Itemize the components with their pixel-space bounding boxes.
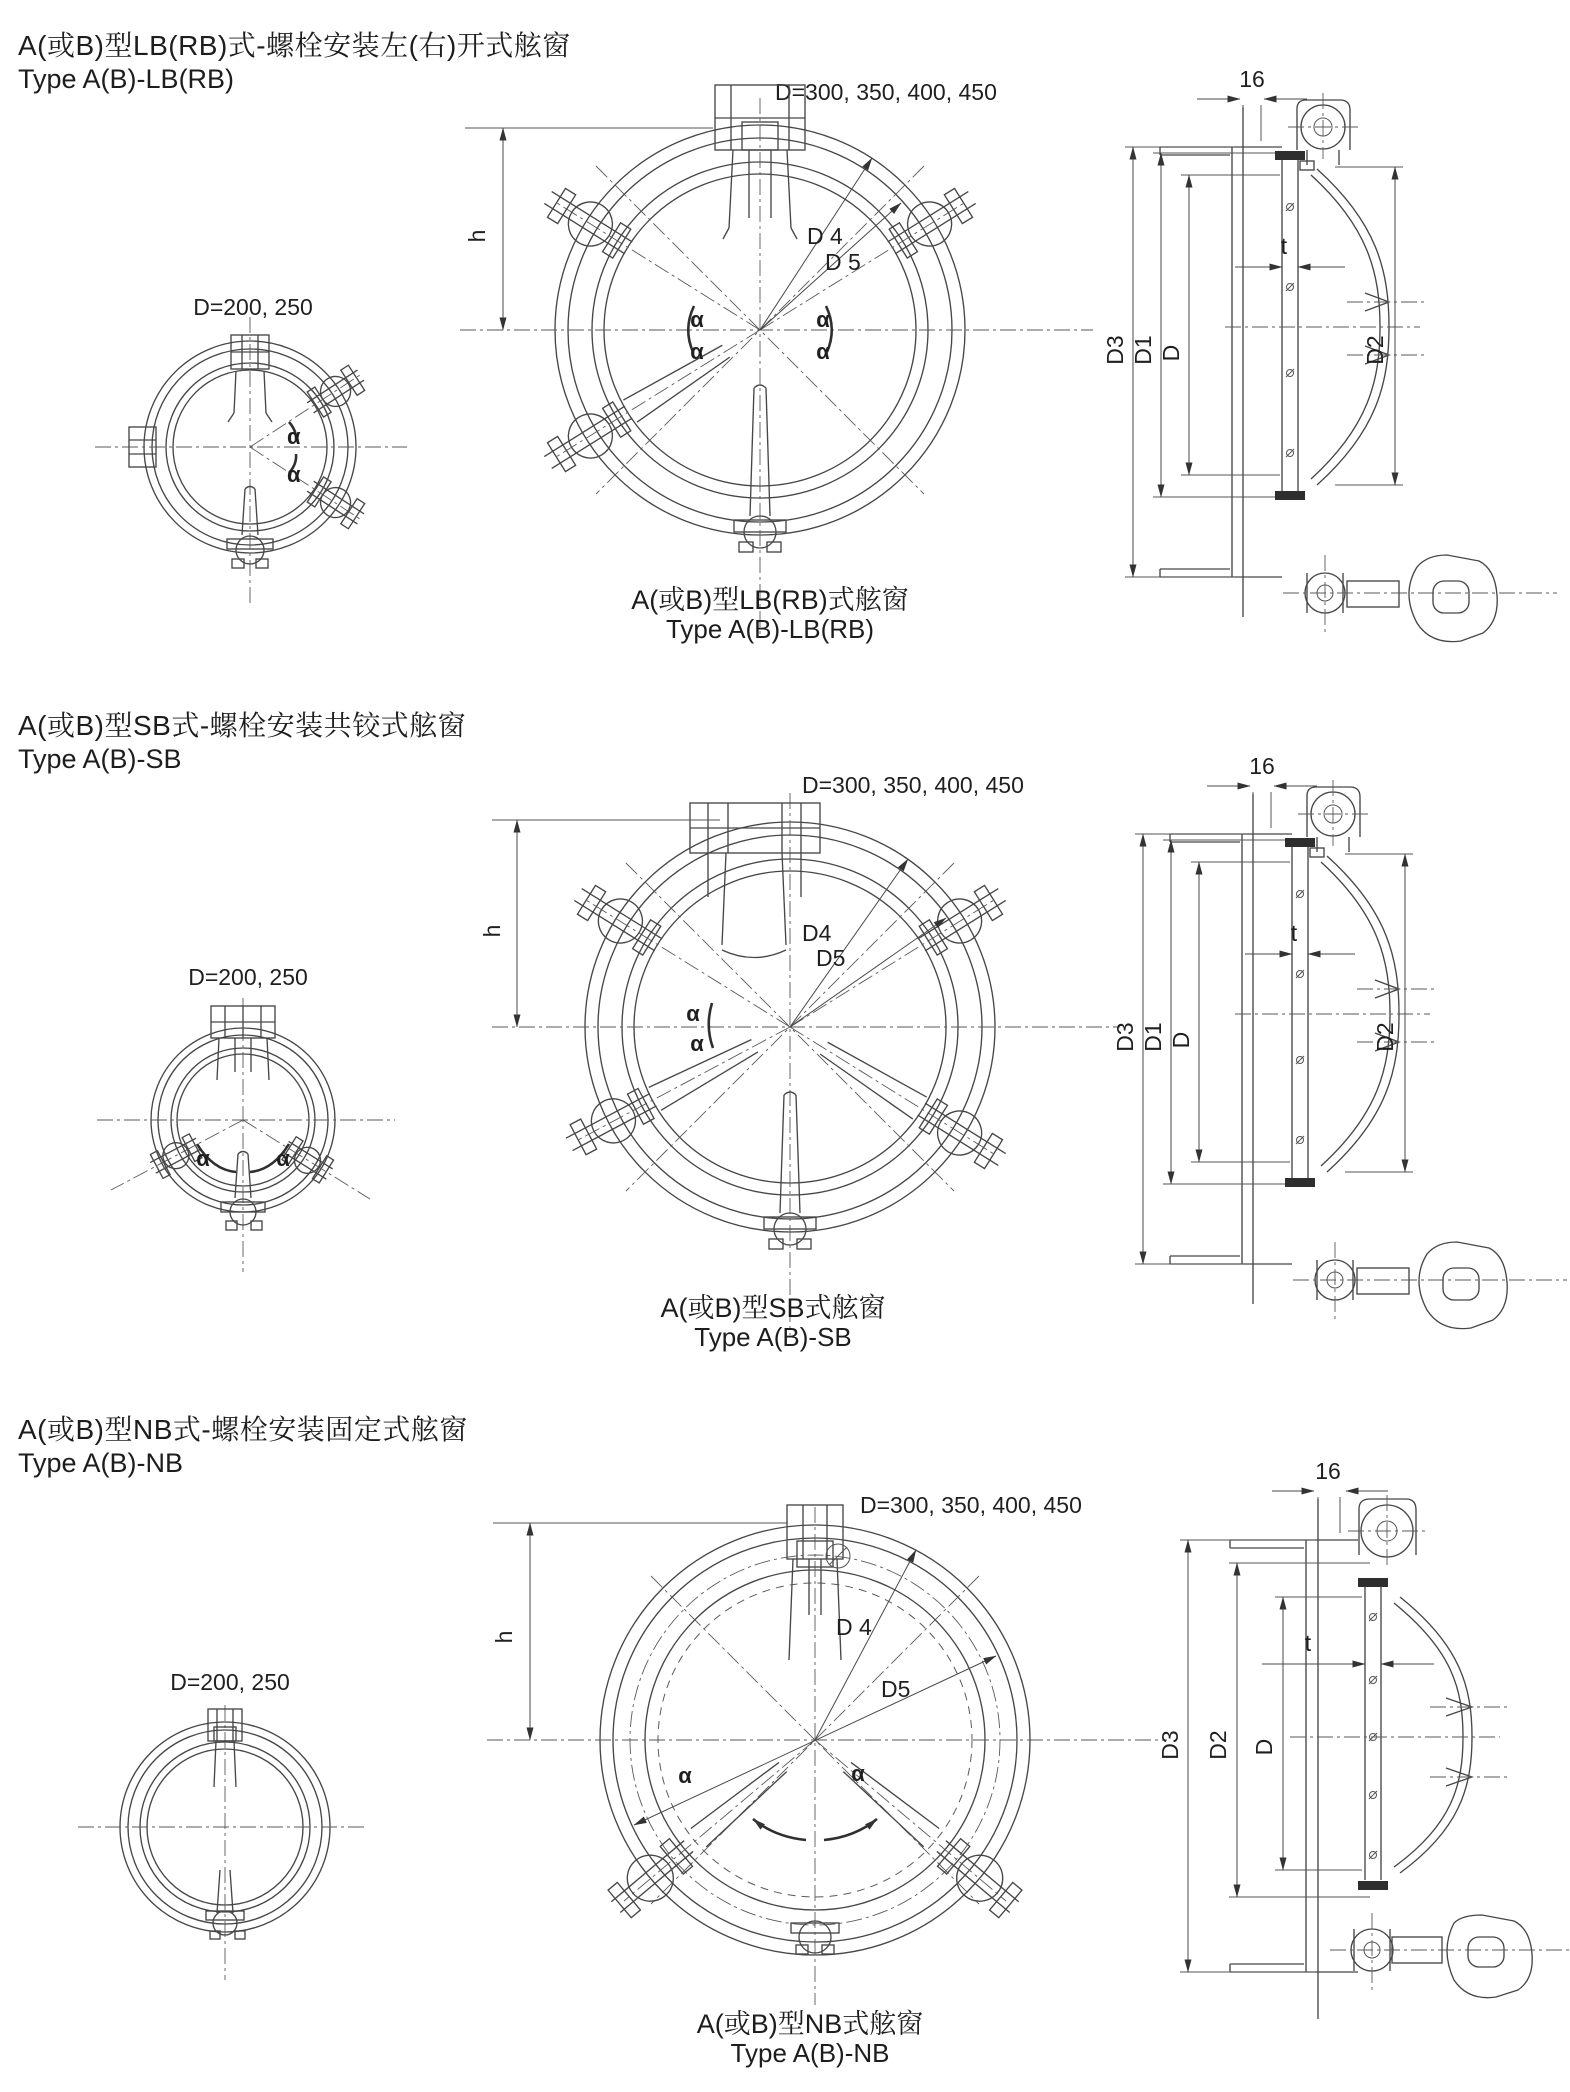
section-sb-title-zh: A(或B)型SB式-螺栓安装共铰式舷窗 [18, 710, 467, 741]
sb-t-label: t [1290, 920, 1298, 946]
nb-side-drawing [1180, 1491, 1570, 2019]
nb-small-drawing [78, 1705, 365, 1980]
sb-small-alpha-right: α [276, 1146, 290, 1171]
lbrb-t-label: t [1280, 233, 1288, 259]
lbrb-caption-en: Type A(B)-LB(RB) [665, 614, 875, 644]
section-lbrb-title-zh: A(或B)型LB(RB)式-螺栓安装左(右)开式舷窗 [18, 30, 571, 61]
lbrb-large-front-view [445, 58, 1105, 648]
sb-d-label: D [1168, 1031, 1194, 1049]
nb-large-diameter-label: D=300, 350, 400, 450 [860, 1492, 1082, 1518]
nb-side-section-view [1100, 1445, 1570, 2045]
nb-large-front-view [475, 1445, 1175, 2025]
lbrb-small-drawing [95, 317, 407, 607]
section-nb-title-en: Type A(B)-NB [18, 1448, 184, 1478]
nb-width16-label: 16 [1315, 1458, 1341, 1484]
lbrb-caption-zh: A(或B)型LB(RB)式舷窗 [631, 585, 909, 615]
sb-h-label: h [479, 924, 505, 938]
glass-pane [1358, 1578, 1388, 1890]
sb-small-front-view [85, 950, 405, 1280]
alpha-right-lower: α [816, 339, 830, 364]
nb-t-label: t [1304, 1630, 1312, 1656]
section-lbrb [0, 0, 1570, 690]
top-hinge [1348, 1495, 1426, 1567]
lbrb-h-label: h [464, 229, 490, 243]
swing-bolt-and-eye-nut [1283, 555, 1557, 642]
sb-side-section-view [1095, 742, 1570, 1337]
nb-d4-label: D 4 [836, 1614, 872, 1640]
lbrb-side-section-view [1085, 55, 1570, 650]
lbrb-d1-label: D1 [1130, 335, 1156, 365]
sb-large-drawing [492, 793, 1120, 1335]
nb-d-label: D [1251, 1738, 1277, 1756]
sb-d4-label: D4 [802, 920, 832, 946]
nb-d5-label: D5 [881, 1676, 911, 1702]
alpha-right: α [851, 1761, 865, 1786]
lbrb-large-diameter-label: D=300, 350, 400, 450 [775, 79, 997, 105]
lbrb-d-label: D [1158, 344, 1184, 362]
glass-pane [1285, 838, 1315, 1187]
glass-pane [1275, 151, 1305, 500]
sb-caption-zh: A(或B)型SB式舷窗 [660, 1293, 886, 1323]
lbrb-d3-label: D3 [1102, 335, 1128, 365]
nb-d2-label: D2 [1205, 1730, 1231, 1760]
lbrb-small-alpha-upper: α [287, 424, 301, 449]
sb-small-diameter-label: D=200, 250 [188, 964, 308, 990]
sb-d3-label: D3 [1112, 1022, 1138, 1052]
frame-and-bulkhead [1230, 1499, 1358, 2019]
sb-large-front-view [480, 745, 1130, 1355]
lbrb-small-diameter-label: D=200, 250 [193, 294, 313, 320]
sb-small-alpha-left: α [196, 1146, 210, 1171]
swing-bolt-and-eye-nut [1293, 1242, 1567, 1329]
sb-d5-label: D5 [816, 945, 846, 971]
section-nb-title-zh: A(或B)型NB式-螺栓安装固定式舷窗 [18, 1414, 468, 1445]
section-sb [0, 690, 1570, 1390]
nb-small-front-view [70, 1655, 370, 1985]
section-nb [0, 1390, 1570, 2092]
nb-caption-zh: A(或B)型NB式舷窗 [696, 2009, 924, 2039]
section-sb-title-en: Type A(B)-SB [18, 744, 182, 774]
alpha-left-lower: α [690, 339, 704, 364]
alpha-arc [709, 1003, 713, 1048]
alpha-right-upper: α [816, 307, 830, 332]
sb-small-drawing [97, 998, 395, 1272]
hinge-tab [211, 1006, 275, 1080]
alpha-upper: α [686, 1001, 700, 1026]
sb-d2-label: D2 [1372, 1022, 1398, 1052]
d4-leader [815, 1550, 916, 1740]
sb-caption-en: Type A(B)-SB [694, 1322, 852, 1352]
sb-width16-label: 16 [1249, 753, 1275, 779]
lbrb-d4-label: D 4 [807, 223, 843, 249]
sb-large-diameter-label: D=300, 350, 400, 450 [802, 772, 1024, 798]
section-lbrb-title-en: Type A(B)-LB(RB) [18, 64, 235, 94]
sb-side-drawing [1135, 780, 1567, 1329]
sb-d1-label: D1 [1140, 1022, 1166, 1052]
nb-small-diameter-label: D=200, 250 [170, 1669, 290, 1695]
alpha-arc [824, 1819, 877, 1840]
nb-d3-label: D3 [1157, 1730, 1183, 1760]
alpha-left-upper: α [690, 307, 704, 332]
lbrb-side-drawing [1125, 93, 1557, 642]
lbrb-small-front-view [85, 275, 415, 610]
nb-large-drawing [487, 1505, 1167, 2005]
lbrb-width16-label: 16 [1239, 66, 1265, 92]
cover-plate [1394, 1597, 1508, 1873]
nb-h-label: h [491, 1630, 517, 1644]
lbrb-d5-label: D 5 [825, 249, 861, 275]
lbrb-d2-label: D2 [1362, 335, 1388, 365]
alpha-left: α [678, 1763, 692, 1788]
lbrb-large-drawing [460, 85, 1093, 636]
swing-bolt-and-eye-nut [1330, 1913, 1570, 1998]
alpha-arc [753, 1819, 806, 1840]
alpha-lower: α [690, 1031, 704, 1056]
lbrb-small-alpha-lower: α [287, 462, 301, 487]
nb-caption-en: Type A(B)-NB [730, 2038, 890, 2068]
